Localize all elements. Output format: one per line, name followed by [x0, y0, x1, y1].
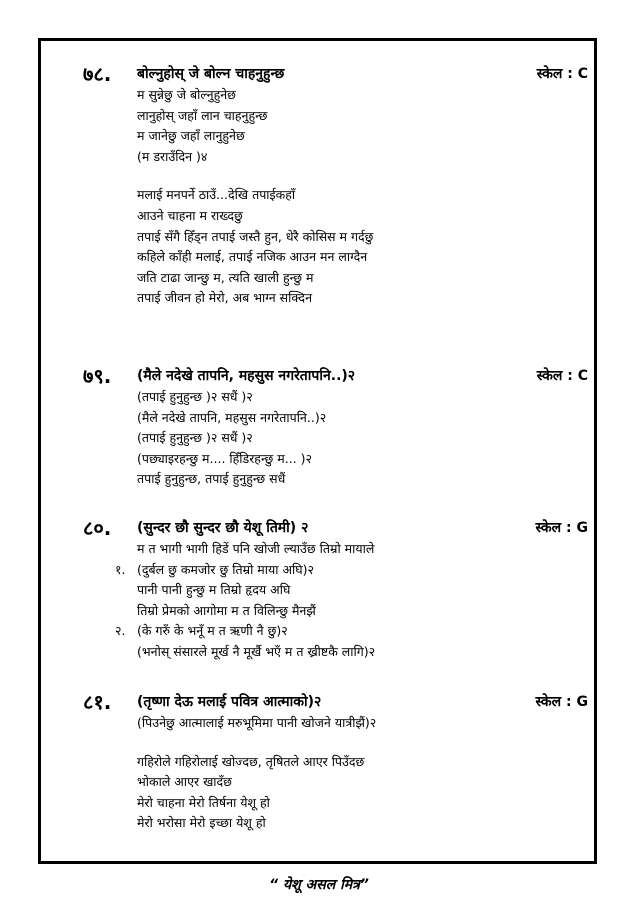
- lyric-line: मेरो चाहना मेरो तिर्षना येशू हो: [137, 794, 270, 810]
- lyric-line: (तपाई हुनुहुन्छ )२ सधैं )२: [137, 389, 253, 404]
- song-number: ७९.: [83, 364, 112, 388]
- lyric-line: गहिरोले गहिरोलाई खोज्दछ, तृषितले आएर पिउँदछ: [137, 753, 365, 769]
- song-lyrics: [137, 387, 326, 490]
- lyric-line: [137, 539, 375, 560]
- lyric-line: [137, 601, 375, 622]
- lyric-line: (तपाई हुनुहुन्छ )२ सधैं )२: [137, 430, 253, 446]
- song-title: (सुन्दर छौ सुन्दर छौ येशू तिमी) २: [137, 520, 309, 536]
- lyric-line: आउने चाहना म राख्दछु: [137, 207, 243, 223]
- verse-number: २.: [115, 623, 126, 639]
- song-number: ७८.: [83, 62, 112, 86]
- lyric-line: तपाई हुनुहुन्छ, तपाई हुनुहुन्छ सधैं: [137, 471, 286, 487]
- song-lyrics: [115, 539, 376, 663]
- lyric-text: म त भागी भागी हिडें पनि खोजी ल्याउँछ तिम्रो मायाले: [137, 541, 375, 556]
- lyric-line: (म डराउँदिन )४: [137, 148, 208, 164]
- lyric-line: [115, 621, 375, 642]
- song-title: (मैले नदेखे तापनि, महसुस नगरेतापनि..)२: [137, 368, 356, 384]
- song-scale: स्केल : C: [536, 66, 588, 82]
- page-border: [38, 38, 597, 864]
- song-number: ८१.: [83, 690, 112, 714]
- song-scale: स्केल : G: [535, 694, 588, 710]
- song-title: (तृष्णा देऊ मलाई पवित्र आत्माको)२: [137, 694, 322, 710]
- lyric-line: भोकाले आएर खादँछ: [137, 774, 232, 790]
- verse-number: १.: [115, 561, 126, 577]
- song-title: बोल्नुहोस् जे बोल्न चाहनुहुन्छ: [137, 66, 285, 82]
- stanza-gap: [137, 734, 376, 752]
- page-footer: “ येशू असल मित्र”: [269, 877, 369, 893]
- song-lyrics: [137, 85, 373, 309]
- lyric-line: मलाई मनपर्ने ठाउँ...देखि तपाईकहाँ: [137, 187, 296, 203]
- lyric-line: म जानेछु जहाँ लानुहुनेछ: [137, 128, 245, 144]
- lyric-line: (पिउनेछु आत्मालाई मरुभूमिमा पानी खोजने यात्रीझैं)२: [137, 715, 377, 730]
- lyric-line: जति टाढा जान्छु म, त्यति खाली हुन्छु म: [137, 269, 314, 285]
- lyric-line: [115, 560, 375, 581]
- lyric-line: लानुहोस् जहाँ लान चाहनुहुन्छ: [137, 107, 268, 123]
- lyric-text: (के गरुँ के भनूँ म त ऋणी नै छु)२: [137, 623, 288, 639]
- stanza-gap: [137, 167, 373, 185]
- song-lyrics: [137, 713, 376, 834]
- lyric-line: तपाई सँगै हिँड्न तपाई जस्तै हुन, धेरै कोसिस म गर्दछु: [137, 228, 374, 244]
- lyric-text: पानी पानी हुन्छु म तिम्रो हृदय अघि: [137, 582, 291, 598]
- lyric-line: म सुन्नेछु जे बोल्नुहुनेछ: [137, 87, 236, 102]
- lyric-line: (मैले नदेखे तापनि, महसुस नगरेतापनि..)२: [137, 409, 327, 425]
- lyric-text: तिम्रो प्रेमको आगोमा म त विलिन्छु मैनझैं: [137, 602, 316, 618]
- lyric-text: (दुर्बल छु कमजोर छु तिम्रो माया अघि)२: [137, 561, 315, 577]
- lyric-text: (भनोस् संसारले मूर्ख नै मूर्खै भएँ म त ख्रीष्टकै लागि)२: [137, 643, 376, 659]
- song-scale: स्केल : G: [535, 520, 588, 536]
- lyric-line: (पछ्याइरहन्छु म.... हिँडिरहन्छु म... )२: [137, 450, 312, 466]
- lyric-line: [137, 580, 375, 601]
- song-scale: स्केल : C: [536, 368, 588, 384]
- lyric-line: [137, 642, 375, 663]
- lyric-line: मेरो भरोसा मेरो इच्छा येशू हो: [137, 815, 266, 831]
- song-number: ८०.: [83, 516, 112, 540]
- lyric-line: कहिले काँही मलाई, तपाई नजिक आउन मन लाग्दैन: [137, 249, 368, 265]
- lyric-line: तपाई जीवन हो मेरो, अब भाग्न सक्दिन: [137, 290, 313, 306]
